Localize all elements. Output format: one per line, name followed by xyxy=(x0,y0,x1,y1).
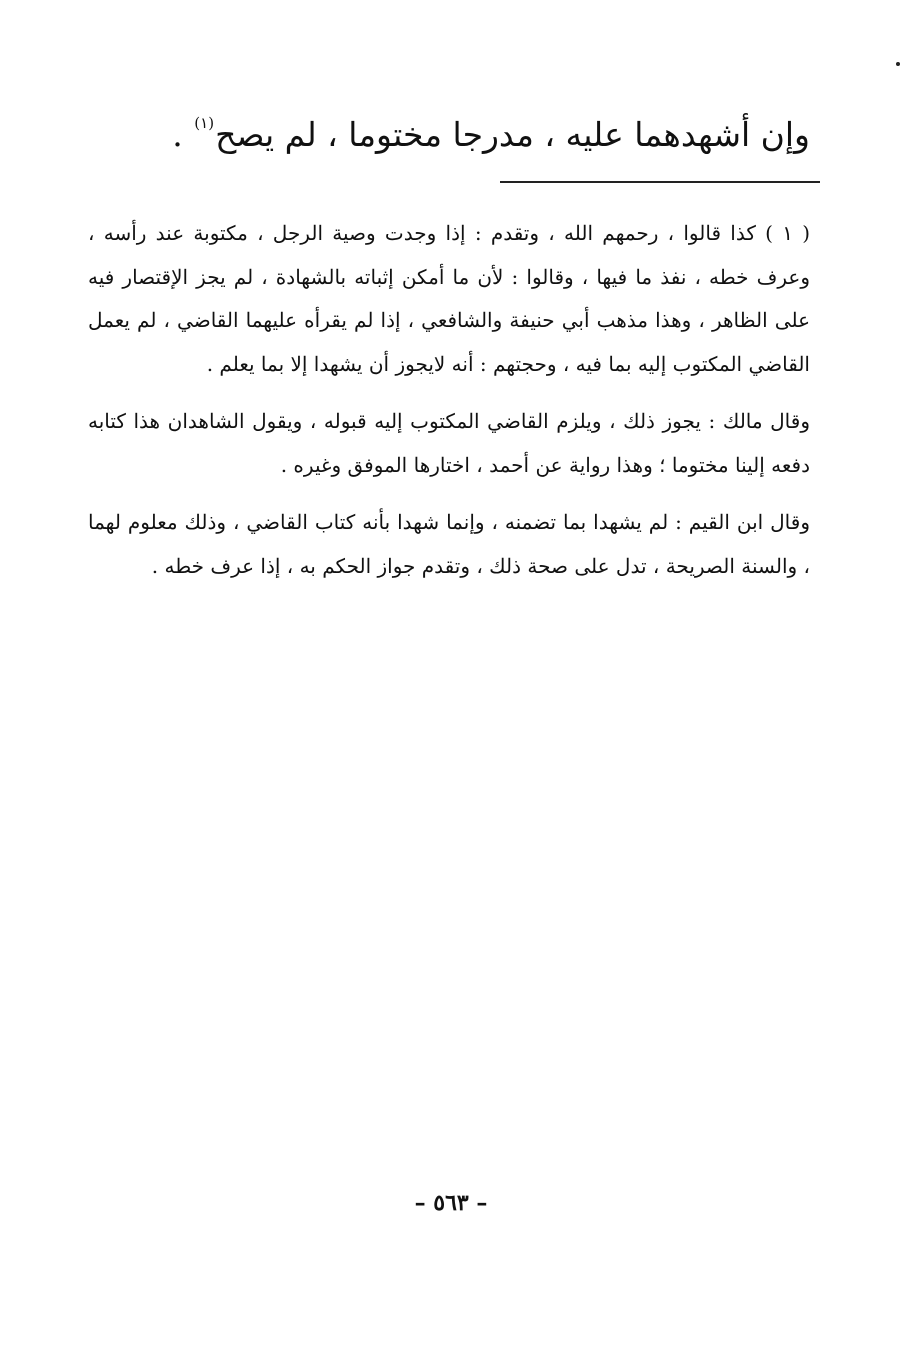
main-text-line xyxy=(90,92,810,166)
main-text: وإن أشهدهما عليه ، مدرجا مختوما ، لم يصح xyxy=(215,115,810,154)
footnote-paragraph-1: ( ١ ) كذا قالوا ، رحمهم الله ، وتقدم : إذا وجدت وصية الرجل ، مكتوبة عند رأسه ، وعرف خطه ، نفذ ما فيها ، وقالوا : لأن ما أمكن إثباته بالشهادة ، لم يجز الإقتصار فيه على الظاهر ، وهذا مذهب أبي حنيفة والشافعي ، إذا لم يقرأه عليهما القاضي ، لم يعمل القاضي المكتوب إليه بما فيه ، وحجتهم : أنه لايجوز أن يشهدا إلا بما يعلم . xyxy=(88,221,811,376)
footnote-marker: (١) xyxy=(194,114,215,132)
footnote-separator xyxy=(500,181,820,183)
footnote-paragraph-2: وقال مالك : يجوز ذلك ، ويلزم القاضي المكتوب إليه قبوله ، ويقول الشاهدان هذا كتابه دفعه إلينا مختوما ؛ وهذا رواية عن أحمد ، اختارها الموفق وغيره . xyxy=(88,409,810,477)
footnote-paragraph-3: وقال ابن القيم : لم يشهدا بما تضمنه ، وإنما شهدا بأنه كتاب القاضي ، وذلك معلوم لهما ، والسنة الصريحة ، تدل على صحة ذلك ، وتقدم جواز الحكم به ، إذا عرف خطه . xyxy=(88,510,810,578)
footnotes-section xyxy=(88,212,810,602)
page-number: – ٥٦٣ – xyxy=(414,1190,488,1216)
main-text-end-punct: . xyxy=(172,115,183,154)
scan-speck xyxy=(896,62,900,66)
